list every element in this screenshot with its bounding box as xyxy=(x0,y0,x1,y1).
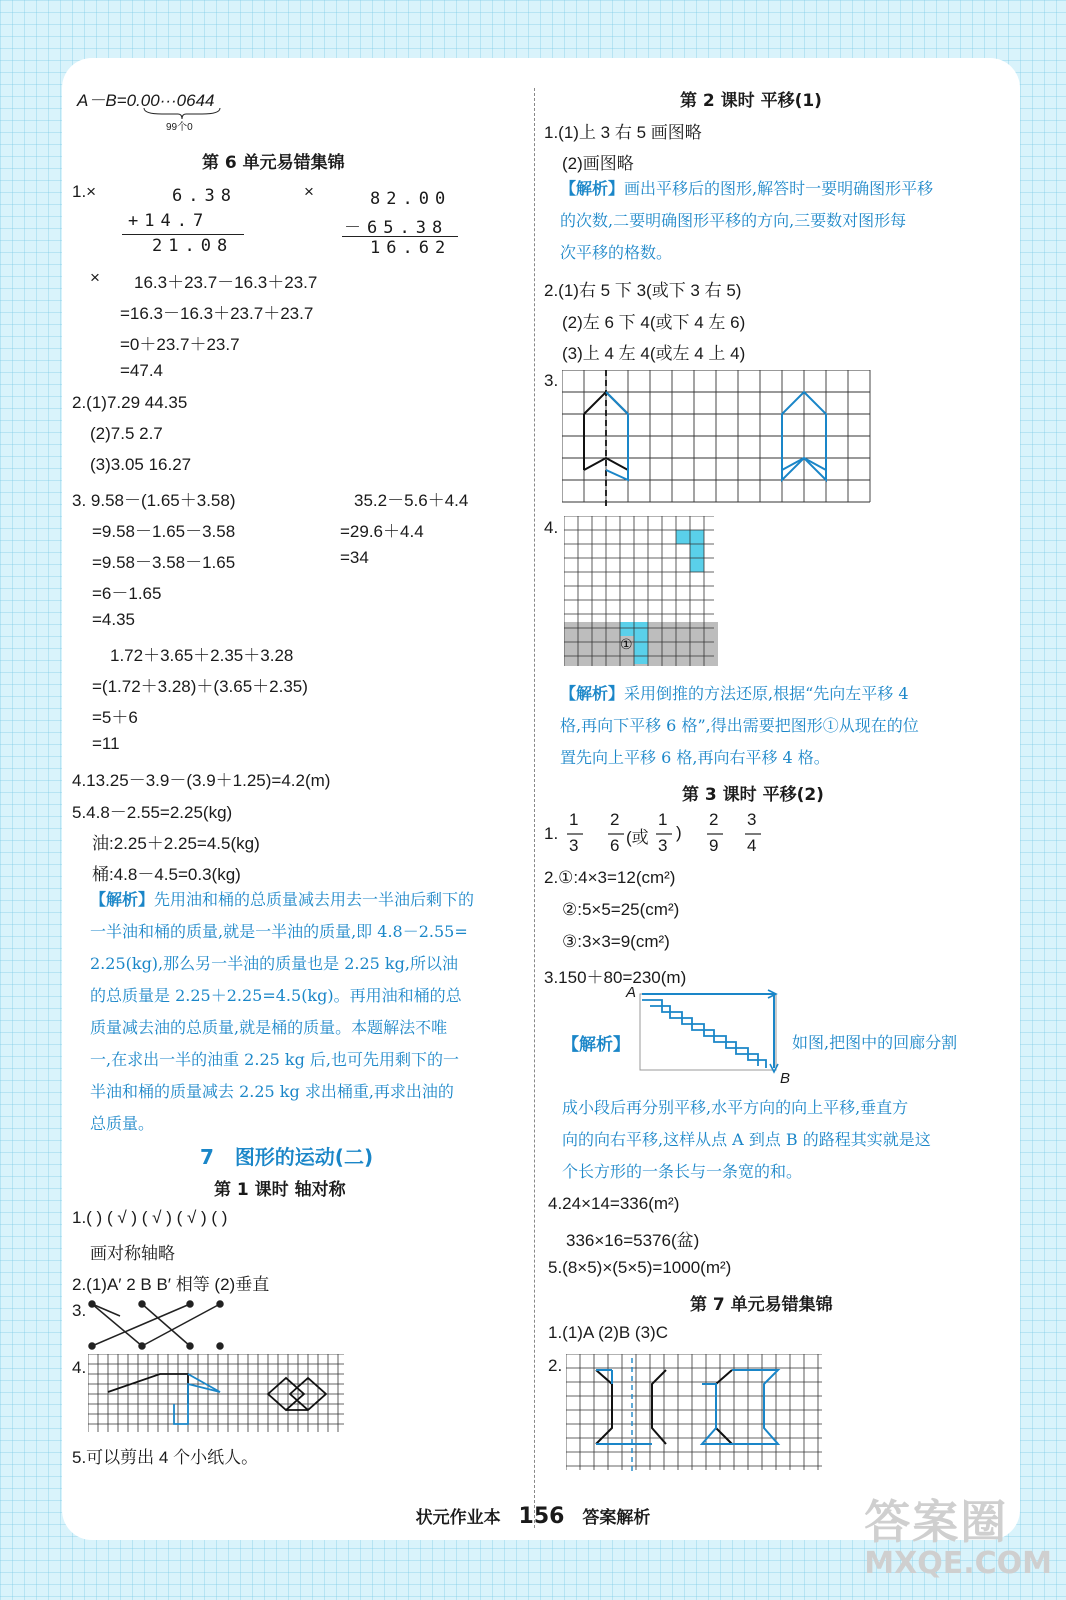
fraction-num: 2 xyxy=(610,810,620,829)
watermark-line-2: MXQE.COM xyxy=(864,1546,1052,1581)
page-sheet xyxy=(62,58,1020,1540)
q3-more-1: 1.72＋3.65＋2.35＋3.28 xyxy=(110,646,294,665)
l1-q1: 1.( ) ( √ ) ( √ ) ( √ ) ( ) xyxy=(72,1208,228,1227)
calc2-row2: －65.38 xyxy=(344,218,449,238)
r3-q3: 3.150＋80=230(m) xyxy=(544,968,687,987)
q5-analysis-line: 一,在求出一半的油重 2.25 kg 后,也可先用剩下的一 xyxy=(90,1050,459,1069)
q1-label: 1.× xyxy=(72,182,97,201)
fraction-num: 2 xyxy=(709,810,719,829)
u7-q1: 1.(1)A (2)B (3)C xyxy=(548,1323,668,1342)
point-a-label: A xyxy=(626,984,637,1001)
q1b-line-3: =0＋23.7＋23.7 xyxy=(120,335,240,354)
q3-left-3: =9.58－3.58－1.65 xyxy=(92,553,236,572)
q3-left-4: =6－1.65 xyxy=(92,584,162,603)
symmetry-grid-figure xyxy=(88,1354,348,1434)
lesson1-title: 第 1 课时 轴对称 xyxy=(214,1180,346,1200)
watermark-line-1: 答案圈 xyxy=(864,1495,1009,1549)
lesson3-title: 第 3 课时 平移(2) xyxy=(682,785,824,805)
chapter7-title: 图形的运动(二) xyxy=(234,1145,374,1169)
q1b-line-4: =47.4 xyxy=(120,361,164,380)
figure-marker: ① xyxy=(620,637,633,653)
unit6-title: 第 6 单元易错集锦 xyxy=(202,153,345,173)
symmetry-grid-2 xyxy=(566,1354,826,1474)
r3-q3-analysis xyxy=(562,1092,1012,1188)
footer-section: 答案解析 xyxy=(582,1508,651,1528)
jiexi-tag: 【解析】 xyxy=(562,1035,630,1055)
r-q2-line-3: (3)上 4 左 4(或左 4 上 4) xyxy=(562,344,746,363)
r-q1-analysis xyxy=(560,173,1010,269)
l1-q3-label: 3. xyxy=(72,1301,87,1320)
r-q4-label: 4. xyxy=(544,518,559,537)
r-q1-analysis-line: 的次数,二要明确图形平移的方向,三要数对图形每 xyxy=(560,211,907,230)
r-q1b: (2)画图略 xyxy=(562,154,634,173)
q3-more-2: =(1.72＋3.28)＋(3.65＋2.35) xyxy=(92,677,308,696)
r3-q2-line-1: 2.①:4×3=12(cm²) xyxy=(544,868,676,887)
q3-more-3: =5＋6 xyxy=(92,708,138,727)
brace-note: 99个0 xyxy=(166,122,193,133)
q1b-cross: × xyxy=(90,268,100,287)
r3-q5: 5.(8×5)×(5×5)=1000(m²) xyxy=(548,1258,732,1277)
r-q1-analysis-line: 次平移的格数。 xyxy=(560,243,673,262)
fraction-den: 6 xyxy=(610,836,620,855)
fraction-or: (或 xyxy=(626,828,649,847)
r-q3-label: 3. xyxy=(544,371,559,390)
fraction-num: 1 xyxy=(658,810,668,829)
fraction-close: ) xyxy=(676,823,682,842)
q3-right-1: 35.2－5.6＋4.4 xyxy=(354,491,469,510)
l1-q2: 2.(1)A′ 2 B B′ 相等 (2)垂直 xyxy=(72,1275,270,1294)
calc2-rule xyxy=(342,236,458,237)
q5-analysis-line: 2.25(kg),那么另一半油的质量也是 2.25 kg,所以油 xyxy=(90,954,458,973)
q5-line-2: 油:2.25＋2.25=4.5(kg) xyxy=(92,834,260,853)
r3-q3-analysis-line: 成小段后再分别平移,水平方向的向上平移,垂直方 xyxy=(562,1098,909,1117)
q4-answer: 4.13.25－3.9－(3.9＋1.25)=4.2(m) xyxy=(72,771,331,790)
q5-analysis-line: 一半油和桶的质量,就是一半油的质量,即 4.8－2.55= xyxy=(90,922,468,941)
r-q4-analysis-line: 采用倒推的方法还原,根据“先向左平移 4 xyxy=(624,684,909,703)
u7-q2-label: 2. xyxy=(548,1356,563,1375)
matching-lines-figure xyxy=(86,1298,226,1356)
q5-line-3: 桶:4.8－4.5=0.3(kg) xyxy=(92,865,241,884)
q3-right-3: =34 xyxy=(340,548,369,567)
page-number: 156 xyxy=(518,1504,565,1529)
calc2-row1: 82.00 xyxy=(370,189,452,209)
jiexi-tag: 【解析】 xyxy=(560,179,625,198)
l1-q1b: 画对称轴略 xyxy=(90,1244,175,1263)
r-q4-analysis-line: 置先向上平移 6 格,再向右平移 4 格。 xyxy=(560,748,830,767)
frac-q-label: 1. xyxy=(544,824,559,843)
q1b-line-1: 16.3＋23.7－16.3＋23.7 xyxy=(134,273,318,292)
q3-left-2: =9.58－1.65－3.58 xyxy=(92,522,236,541)
fractions-row xyxy=(564,810,784,858)
q2-line-2: (2)7.5 2.7 xyxy=(90,424,163,443)
point-b-label: B xyxy=(780,1070,791,1087)
r-q1: 1.(1)上 3 右 5 画图略 xyxy=(544,123,702,142)
column-divider xyxy=(534,88,535,1528)
q1b-line-2: =16.3－16.3＋23.7＋23.7 xyxy=(120,304,314,323)
chapter7-number: 7 xyxy=(200,1145,214,1169)
fraction-num: 3 xyxy=(747,810,757,829)
unit7-title: 第 7 单元易错集锦 xyxy=(690,1295,833,1315)
fraction-den: 4 xyxy=(747,836,757,855)
r3-q2-line-2: ②:5×5=25(cm²) xyxy=(562,900,680,919)
r3-q3-analysis-line: 向的向右平移,这样从点 A 到点 B 的路程其实就是这 xyxy=(562,1130,931,1149)
r3-q3-analysis-line: 个长方形的一条长与一条宽的和。 xyxy=(562,1162,803,1181)
r-q4-analysis-line: 格,再向下平移 6 格”,得出需要把图形①从现在的位 xyxy=(560,716,919,735)
q3-right-2: =29.6＋4.4 xyxy=(340,522,424,541)
calc1-row2: +14.7 xyxy=(128,211,210,231)
q3-left-1: 3. 9.58－(1.65＋3.58) xyxy=(72,491,236,510)
translation-grid-2 xyxy=(564,516,718,670)
q5-analysis-line: 半油和桶的质量减去 2.25 kg 求出桶重,再求出油的 xyxy=(90,1082,454,1101)
calc1-row1: 6.38 xyxy=(172,186,237,206)
q2-line-1: 2.(1)7.29 44.35 xyxy=(72,393,188,412)
r-q4-analysis xyxy=(560,678,1010,774)
fraction-den: 3 xyxy=(658,836,668,855)
r-q1-analysis-line: 画出平移后的图形,解答时一要明确图形平移 xyxy=(624,179,934,198)
r3-q4-line-2: 336×16=5376(盆) xyxy=(566,1231,700,1250)
q5-line-1: 5.4.8－2.55=2.25(kg) xyxy=(72,803,233,822)
lesson2-title: 第 2 课时 平移(1) xyxy=(680,91,822,111)
q5-analysis-line: 总质量。 xyxy=(90,1114,155,1133)
r3-q4-line-1: 4.24×14=336(m²) xyxy=(548,1194,680,1213)
r3-q2-line-3: ③:3×3=9(cm²) xyxy=(562,932,670,951)
q5-analysis-line: 质量减去油的总质量,就是桶的质量。本题解法不唯 xyxy=(90,1018,448,1037)
jiexi-tag: 【解析】 xyxy=(90,890,155,909)
fraction-den: 3 xyxy=(569,836,579,855)
calc1-row3: 21.08 xyxy=(152,236,234,256)
l1-q5: 5.可以剪出 4 个小纸人。 xyxy=(72,1448,259,1467)
q3-left-5: =4.35 xyxy=(92,610,136,629)
q5-analysis-line: 先用油和桶的总质量减去用去一半油后剩下的 xyxy=(154,890,475,909)
chapter7-heading xyxy=(200,1141,373,1170)
q3-more-4: =11 xyxy=(92,734,120,753)
footer-book-title: 状元作业本 xyxy=(415,1508,501,1528)
q5-analysis xyxy=(90,884,520,1140)
fraction-num: 1 xyxy=(569,810,579,829)
r3-q3-analysis-side: 如图,把图中的回廊分割 xyxy=(792,1033,958,1052)
r-q2-line-1: 2.(1)右 5 下 3(或下 3 右 5) xyxy=(544,281,742,300)
q5-analysis-line: 的总质量是 2.25＋2.25=4.5(kg)。再用油和桶的总 xyxy=(90,986,462,1005)
calc2-row3: 16.62 xyxy=(370,238,452,258)
q1-cross-2: × xyxy=(304,182,314,201)
jiexi-tag: 【解析】 xyxy=(560,684,625,703)
q2-line-3: (3)3.05 16.27 xyxy=(90,455,192,474)
top-expression: A－B=0.00···0644 xyxy=(77,91,215,110)
l1-q4-label: 4. xyxy=(72,1358,87,1377)
corridor-figure xyxy=(638,986,788,1076)
translation-grid-1 xyxy=(562,370,874,506)
fraction-den: 9 xyxy=(709,836,719,855)
site-watermark xyxy=(864,1486,1052,1581)
calc1-rule xyxy=(122,234,244,235)
r-q2-line-2: (2)左 6 下 4(或下 4 左 6) xyxy=(562,313,746,332)
